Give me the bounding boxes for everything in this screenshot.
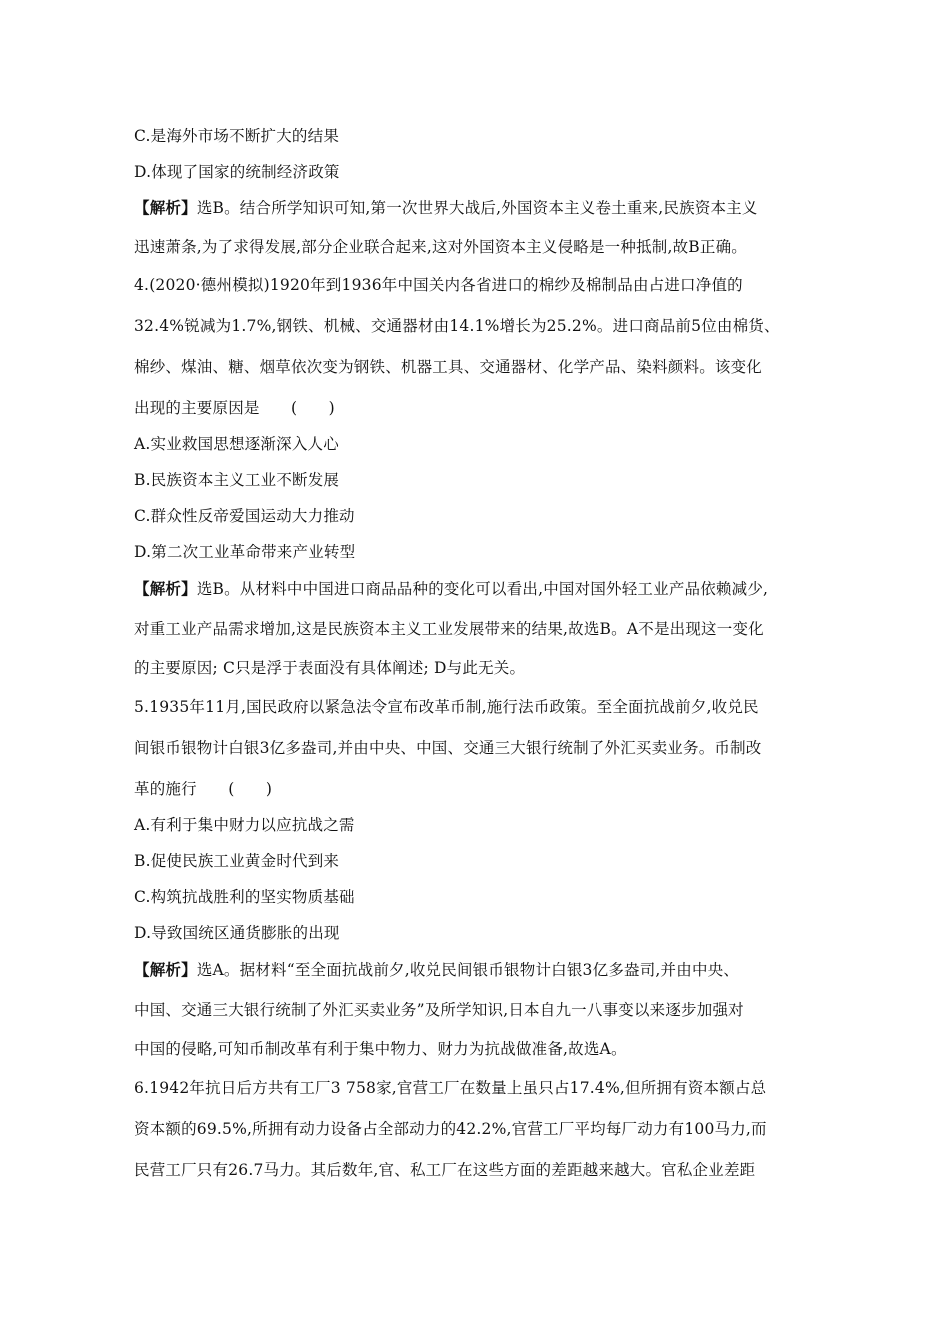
question-5-option-c: C.构筑抗战胜利的坚实物质基础 bbox=[134, 888, 355, 906]
question-4-line-2: 32.4%锐减为1.7%,钢铁、机械、交通器材由14.1%增长为25.2%。进口商品前5位由棉货、 bbox=[134, 317, 780, 335]
analysis-5-line-3: 中国的侵略,可知币制改革有利于集中物力、财力为抗战做准备,故选A。 bbox=[134, 1040, 627, 1058]
analysis-4-line-1: 【解析】选B。从材料中中国进口商品品种的变化可以看出,中国对国外轻工业产品依赖减少, bbox=[134, 580, 769, 598]
question-4-option-d: D.第二次工业革命带来产业转型 bbox=[134, 543, 356, 561]
question-5-line-1: 5.1935年11月,国民政府以紧急法令宣布改革币制,施行法币政策。至全面抗战前夕,收兑民 bbox=[134, 698, 759, 716]
option-c-previous: C.是海外市场不断扩大的结果 bbox=[134, 127, 340, 145]
question-6-line-3: 民营工厂只有26.7马力。其后数年,官、私工厂在这些方面的差距越来越大。官私企业差距 bbox=[134, 1161, 756, 1179]
analysis-marker: 【解析】 bbox=[134, 199, 197, 217]
analysis-3-line-2: 迅速萧条,为了求得发展,部分企业联合起来,这对外国资本主义侵略是一种抵制,故B正确。 bbox=[134, 238, 748, 256]
question-5-line-2: 间银币银物计白银3亿多盎司,并由中央、中国、交通三大银行统制了外汇买卖业务。币制改 bbox=[134, 739, 762, 757]
question-5-option-d: D.导致国统区通货膨胀的出现 bbox=[134, 924, 340, 942]
option-d-previous: D.体现了国家的统制经济政策 bbox=[134, 163, 340, 181]
question-5-option-a: A.有利于集中财力以应抗战之需 bbox=[134, 816, 355, 834]
analysis-3-line-1: 【解析】选B。结合所学知识可知,第一次世界大战后,外国资本主义卷土重来,民族资本主义 bbox=[134, 199, 758, 217]
analysis-4-line-2: 对重工业产品需求增加,这是民族资本主义工业发展带来的结果,故选B。A不是出现这一变化 bbox=[134, 620, 764, 638]
question-5-option-b: B.促使民族工业黄金时代到来 bbox=[134, 852, 340, 870]
question-5-line-3: 革的施行 ( ) bbox=[134, 780, 273, 798]
analysis-5-line-1: 【解析】选A。据材料“至全面抗战前夕,收兑民间银币银物计白银3亿多盎司,并由中央、 bbox=[134, 961, 740, 979]
question-6-line-1: 6.1942年抗日后方共有工厂3 758家,官营工厂在数量上虽只占17.4%,但所拥有资本额占总 bbox=[134, 1079, 767, 1097]
question-4-line-4: 出现的主要原因是 ( ) bbox=[134, 399, 335, 417]
question-4-line-3: 棉纱、煤油、糖、烟草依次变为钢铁、机器工具、交通器材、化学产品、染料颜料。该变化 bbox=[134, 358, 763, 376]
analysis-5-line-2: 中国、交通三大银行统制了外汇买卖业务”及所学知识,日本自九一八事变以来逐步加强对 bbox=[134, 1001, 744, 1019]
question-6-line-2: 资本额的69.5%,所拥有动力设备占全部动力的42.2%,官营工厂平均每厂动力有100马力,而 bbox=[134, 1120, 767, 1138]
question-4-option-a: A.实业救国思想逐渐深入人心 bbox=[134, 435, 339, 453]
analysis-marker: 【解析】 bbox=[134, 961, 197, 979]
analysis-marker: 【解析】 bbox=[134, 580, 197, 598]
question-4-option-b: B.民族资本主义工业不断发展 bbox=[134, 471, 340, 489]
analysis-4-line-3: 的主要原因; C只是浮于表面没有具体阐述; D与此无关。 bbox=[134, 659, 526, 677]
question-4-line-1: 4.(2020·德州模拟)1920年到1936年中国关内各省进口的棉纱及棉制品由占进口净值的 bbox=[134, 276, 743, 294]
question-4-option-c: C.群众性反帝爱国运动大力推动 bbox=[134, 507, 355, 525]
